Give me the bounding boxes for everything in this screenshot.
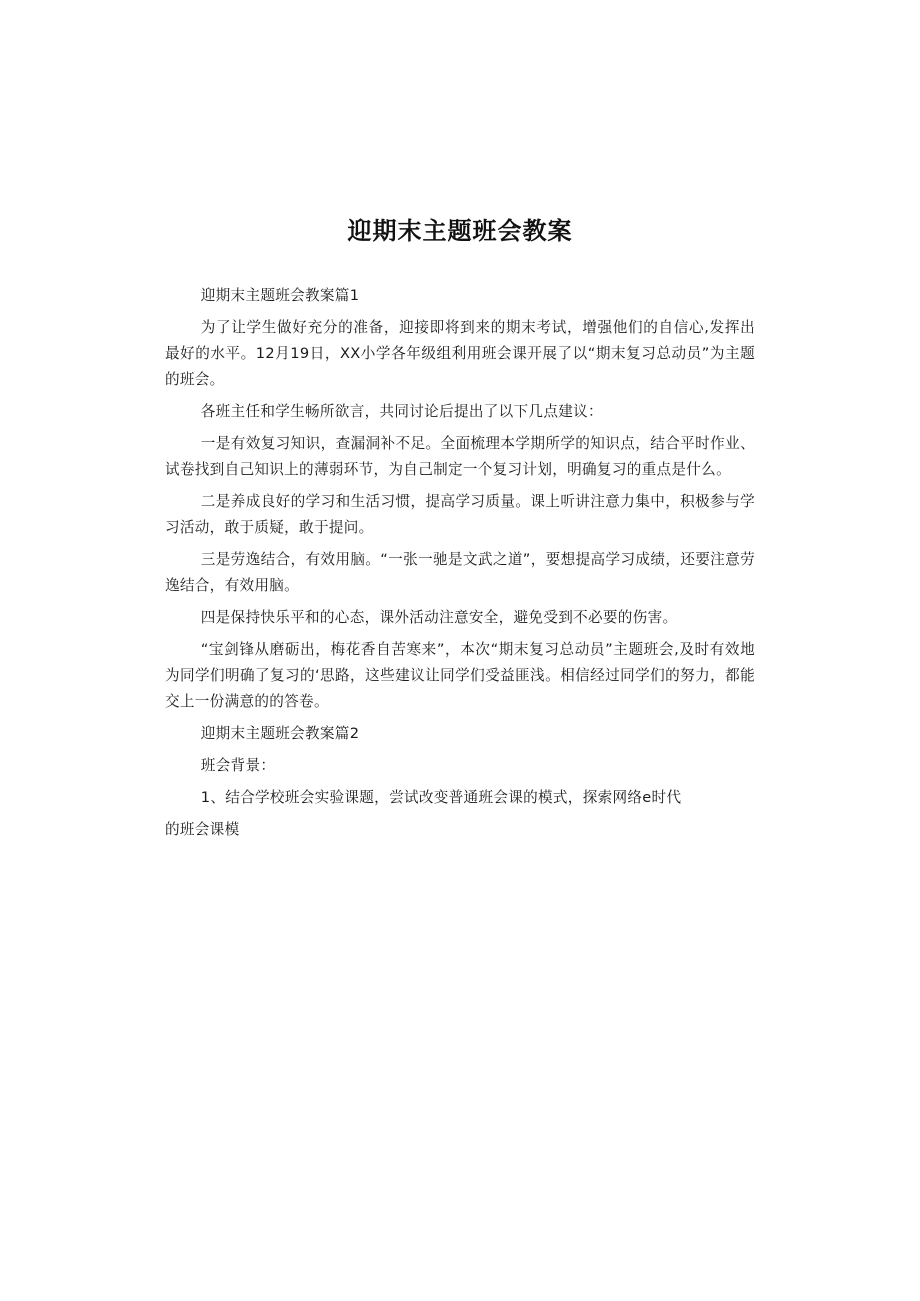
section-heading-1: 迎期末主题班会教案篇1: [200, 287, 360, 304]
paragraph-conclusion: “宝剑锋从磨砺出，梅花香自苦寒来”，本次“期末复习总动员”主题班会,及时有效地为同学们明确了复习的‘思路，这些建议让同学们受益匪浅。相信经过同学们的努力，都能交上一份满意的的答卷。: [165, 641, 755, 710]
document-body: [165, 283, 755, 849]
paragraph-background-item-1-continued: 的班会课模: [165, 821, 240, 838]
paragraph-suggestion-1: 一是有效复习知识，查漏洞补不足。全面梳理本学期所学的知识点，结合平时作业、试卷找到自己知识上的薄弱环节，为自己制定一个复习计划，明确复习的重点是什么。: [165, 435, 755, 478]
paragraph-background-item-1: 1、结合学校班会实验课题，尝试改变普通班会课的模式，探索网络e时代: [200, 789, 682, 806]
paragraph-suggestions-lead: 各班主任和学生畅所欲言，共同讨论后提出了以下几点建议：: [200, 403, 603, 420]
paragraph-suggestion-3: 三是劳逸结合，有效用脑。“一张一驰是文武之道”，要想提高学习成绩，还要注意劳逸结合，有效用脑。: [165, 551, 755, 594]
paragraph-suggestion-4: 四是保持快乐平和的心态，课外活动注意安全，避免受到不必要的伤害。: [200, 609, 678, 626]
paragraph-suggestion-2: 二是养成良好的学习和生活习惯，提高学习质量。课上听讲注意力集中，积极参与学习活动，敢于质疑，敢于提问。: [165, 493, 755, 536]
paragraph-background-label: 班会背景：: [200, 757, 276, 774]
document-title: 迎期末主题班会教案: [347, 217, 573, 245]
section-heading-2: 迎期末主题班会教案篇2: [200, 725, 360, 742]
paragraph-intro: 为了让学生做好充分的准备，迎接即将到来的期末考试，增强他们的自信心,发挥出最好的水平。12月19日，XX小学各年级组利用班会课开展了以“期末复习总动员”为主题的班会。: [165, 319, 755, 388]
